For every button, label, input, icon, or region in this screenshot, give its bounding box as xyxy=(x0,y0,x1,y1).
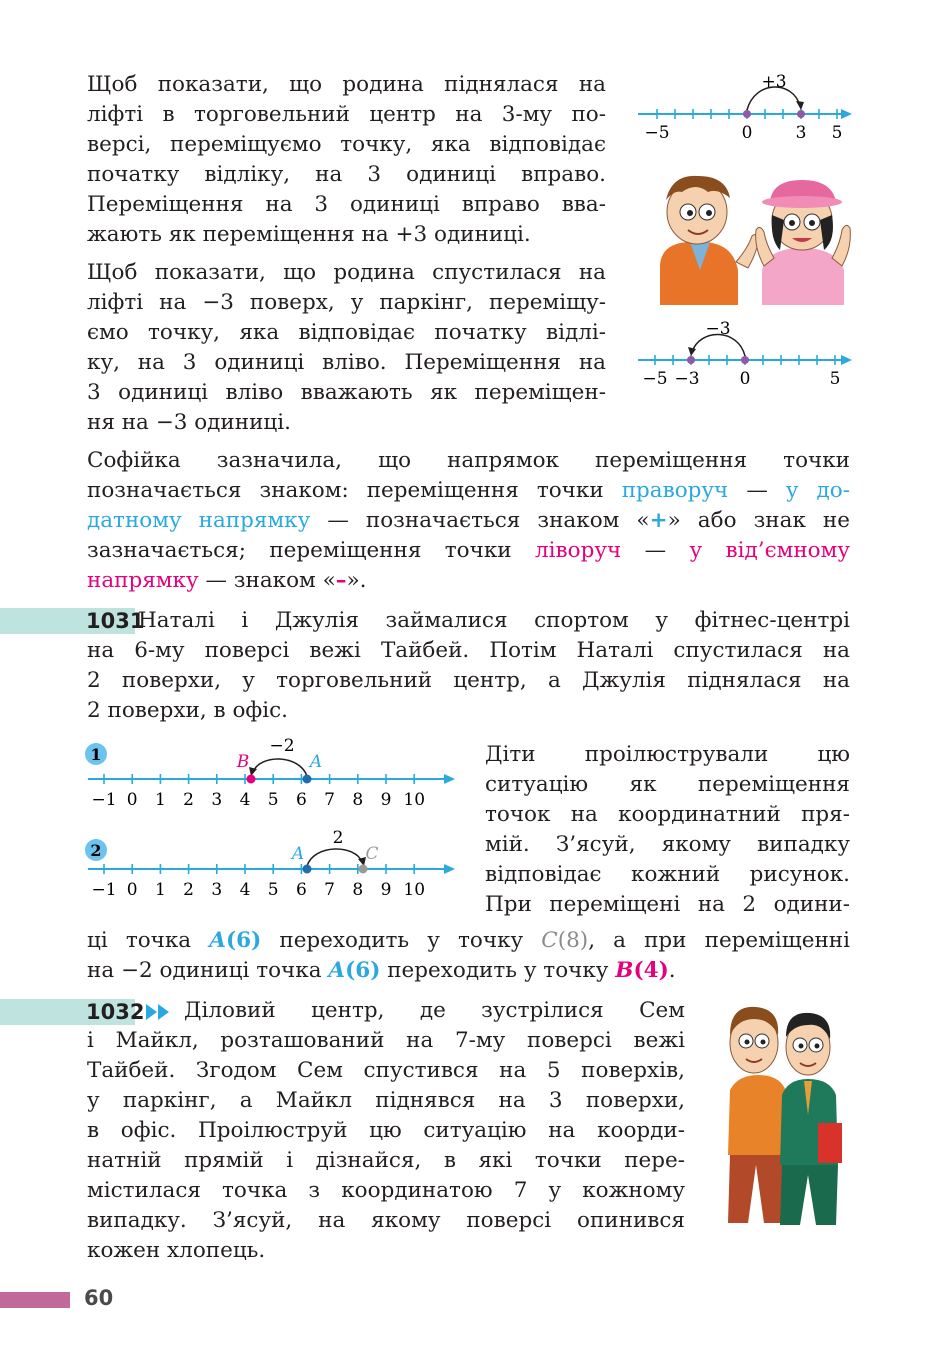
text-line: зазначається; переміщення точки ліворуч — у від’ємному xyxy=(87,538,851,563)
jump-arc xyxy=(253,759,307,776)
text-line: мій. З’ясуй, якому випадку xyxy=(485,832,850,857)
text-line: 3 одиниці вліво вважають як переміщен- xyxy=(87,380,606,405)
point-c-label: C xyxy=(365,844,379,864)
tick-label: 6 xyxy=(295,790,307,810)
figure-badge-label: 2 xyxy=(90,841,102,860)
axis-arrowhead xyxy=(444,774,455,784)
text-line: містилася точка з координатою 7 у кожному xyxy=(87,1178,685,1203)
point-c-ref: C xyxy=(541,928,558,953)
text-line: При переміщені на 2 одини- xyxy=(485,892,850,917)
tick-label: 5 xyxy=(267,790,279,810)
text-line: датному напрямку — позначається знаком «+» або знак не xyxy=(87,508,850,533)
point-a-label: A xyxy=(309,752,323,772)
tick-label: 6 xyxy=(295,880,307,900)
jump-label: −3 xyxy=(705,319,731,339)
text-line: ліфті в торговельний центр на 3-му по- xyxy=(87,102,606,127)
text-line: і Майкл, розташований на 7-му поверсі вежі xyxy=(87,1028,685,1053)
jump-label: −2 xyxy=(269,736,295,756)
axis-arrowhead xyxy=(841,109,852,119)
text-line: ліфті на −3 поверх, у паркінг, переміщу- xyxy=(87,290,606,315)
tick-label: 3 xyxy=(211,790,223,810)
two-men-illustration xyxy=(708,995,858,1230)
jump-arrowhead xyxy=(796,101,804,110)
page-number-bar xyxy=(0,1292,70,1308)
positive-direction-word: праворуч xyxy=(621,478,729,503)
tick-label: −1 xyxy=(91,880,117,900)
tick-label: 10 xyxy=(403,790,426,810)
negative-direction-phrase: у від’ємному xyxy=(689,538,851,563)
text-line: у паркінг, а Майкл піднявся на 3 поверхи, xyxy=(87,1088,685,1113)
tick-label: 5 xyxy=(831,123,843,143)
tick-label: 2 xyxy=(183,790,195,810)
tick-label: 0 xyxy=(126,790,138,810)
sofia-paragraph xyxy=(87,446,850,596)
text-line: напрямку — знаком «–». xyxy=(87,568,367,593)
tick-label: −3 xyxy=(674,369,700,389)
jump-label: +3 xyxy=(761,72,787,92)
negative-direction-word: ліворуч xyxy=(535,538,622,563)
text-line: Щоб показати, що родина піднялася на xyxy=(87,72,606,97)
tick-label: 0 xyxy=(126,880,138,900)
intro-paragraph-1 xyxy=(87,70,606,250)
text-line: випадку. З’ясуй, на якому поверсі опинився xyxy=(87,1208,685,1233)
point-a xyxy=(303,775,312,784)
point-a-ref: A xyxy=(209,928,226,953)
positive-direction-phrase: у до- xyxy=(785,478,850,503)
exercise-number-1031: 1031 xyxy=(86,609,145,633)
figure-badge-label: 1 xyxy=(90,745,102,764)
text-line: в офіс. Проілюструй цю ситуацію на коорди- xyxy=(87,1118,685,1143)
axis-arrowhead xyxy=(444,864,455,874)
tick-label: 3 xyxy=(211,880,223,900)
text-line: жають як переміщення на +3 одиниці. xyxy=(87,222,531,247)
text-line: Софійка зазначила, що напрямок переміщення точки xyxy=(87,448,850,473)
text-line: ня на −3 одиниці. xyxy=(87,410,291,435)
axis-arrowhead xyxy=(841,355,852,365)
end-point xyxy=(797,110,805,118)
tick-label: 0 xyxy=(741,123,753,143)
text-line: ситуацію як переміщення xyxy=(485,772,850,797)
number-line-plus-three xyxy=(630,68,860,148)
tick-label: 1 xyxy=(154,790,166,810)
tick-labels xyxy=(91,880,425,900)
text-line: на −2 одиниці точка A(6) переходить у точку B(4). xyxy=(87,958,676,983)
text-line: Щоб показати, що родина спустилася на xyxy=(87,260,606,285)
exercise-1031-statement xyxy=(87,606,850,726)
text-line: початку відліку, на 3 одиниці вправо. xyxy=(87,162,606,187)
text-line: позначається знаком: переміщення точки праворуч — у до- xyxy=(87,478,850,503)
tick-label: 9 xyxy=(380,880,392,900)
man-right-figure xyxy=(780,1013,842,1225)
jump-label: 2 xyxy=(332,828,344,848)
text-line: ємо точку, яка відповідає початку відлі- xyxy=(87,320,606,345)
text-line: Тайбей. Згодом Сем спустився на 5 поверхів, xyxy=(87,1058,685,1083)
text-line: відповідає кожний рисунок. xyxy=(485,862,850,887)
intro-paragraph-2 xyxy=(87,258,606,438)
man-left-figure xyxy=(728,1007,788,1223)
text-line: натній прямій і дізнайся, в які точки пере- xyxy=(87,1148,685,1173)
boy-figure xyxy=(660,176,758,305)
text-line: Переміщення на 3 одиниці вправо вва- xyxy=(87,192,606,217)
tick-label: −1 xyxy=(91,790,117,810)
exercise-number-1032: 1032 xyxy=(86,1000,145,1024)
tick-label: 3 xyxy=(795,123,807,143)
text-line: на 6-му поверсі вежі Тайбей. Потім Наталі спустилася на xyxy=(87,638,850,663)
tick-labels xyxy=(91,790,425,810)
tick-label: 10 xyxy=(403,880,426,900)
text-line: 2 поверхи, у торговельний центр, а Джулія піднялася на xyxy=(87,668,850,693)
tick-label: 7 xyxy=(324,790,336,810)
tick-label: −5 xyxy=(644,123,670,143)
point-c xyxy=(359,865,368,874)
girl-figure xyxy=(756,180,851,305)
text-line: Наталі і Джулія займалися спортом у фітнес-центрі xyxy=(138,608,850,633)
page-number: 60 xyxy=(84,1286,114,1310)
plus-sign: + xyxy=(649,508,668,533)
tick-label: 5 xyxy=(267,880,279,900)
minus-sign: – xyxy=(335,568,347,593)
tick-label: 1 xyxy=(154,880,166,900)
text-line: Діловий центр, де зустрілися Сем xyxy=(184,998,685,1023)
tick-label: 4 xyxy=(239,790,251,810)
point-b-ref: B xyxy=(615,958,634,983)
tick-label: 7 xyxy=(324,880,336,900)
tick-label: 2 xyxy=(183,880,195,900)
point-a-label: A xyxy=(291,844,305,864)
jump-arrowhead xyxy=(688,347,696,356)
text-line: ці точка A(6) переходить у точку C(8), а при переміщенні xyxy=(87,928,851,953)
tick-label: 8 xyxy=(352,880,364,900)
point-b xyxy=(247,775,256,784)
exercise-1032-statement xyxy=(87,996,685,1266)
text-line: точок на координатний пря- xyxy=(485,802,850,827)
start-point xyxy=(743,110,751,118)
book xyxy=(818,1123,842,1163)
number-line-figure-2 xyxy=(80,822,470,904)
tick-label: 5 xyxy=(829,369,841,389)
exercise-1031-side-text xyxy=(485,740,850,920)
text-line: кожен хлопець. xyxy=(87,1238,266,1263)
tick-label: 9 xyxy=(380,790,392,810)
jump-arc xyxy=(307,849,362,866)
point-a-ref: A xyxy=(328,958,346,983)
tick-label: 4 xyxy=(239,880,251,900)
tick-label: 8 xyxy=(352,790,364,810)
number-line-minus-three xyxy=(630,314,860,394)
number-line-figure-1 xyxy=(80,732,470,814)
text-line: 2 поверхи, в офіс. xyxy=(87,698,288,723)
point-b-label: B xyxy=(236,752,250,772)
tick-label: 0 xyxy=(739,369,751,389)
tick-label: −5 xyxy=(642,369,668,389)
text-line: Діти проілюстрували цю xyxy=(485,742,850,767)
text-line: ку, на 3 одиниці вліво. Переміщення на xyxy=(87,350,606,375)
start-point xyxy=(741,356,749,364)
text-line: версі, переміщуємо точку, яка відповідає xyxy=(87,132,606,157)
boy-and-girl-illustration xyxy=(652,170,867,305)
end-point xyxy=(687,356,695,364)
point-a xyxy=(303,865,312,874)
exercise-1031-answer xyxy=(87,926,850,986)
